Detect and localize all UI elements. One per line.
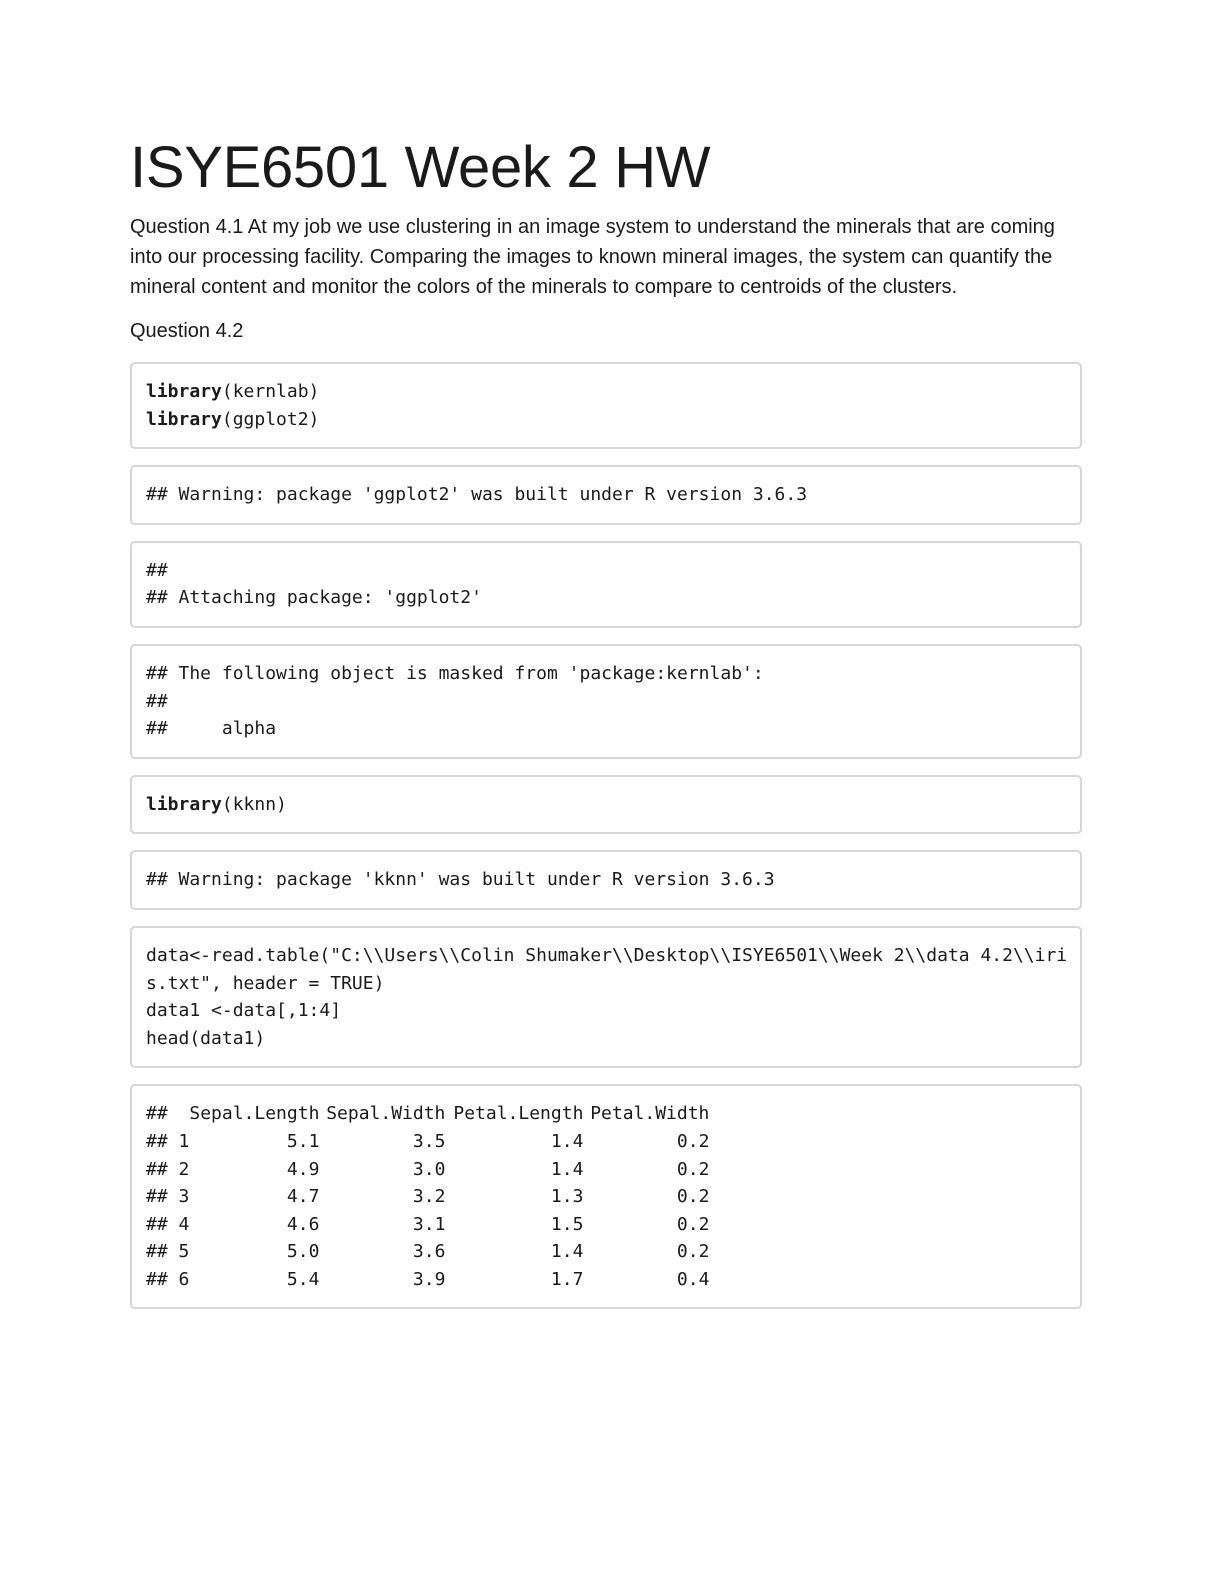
table-cell: 1.5 — [550, 1213, 584, 1235]
table-cell: 3.5 — [412, 1130, 446, 1152]
table-cell: 0.2 — [676, 1130, 710, 1152]
output-line: ## Attaching package: 'ggplot2' — [146, 587, 482, 609]
table-row — [146, 1266, 709, 1294]
code-keyword: library — [146, 793, 222, 815]
output-line: ## Warning: package 'kknn' was built under R version 3.6.3 — [146, 869, 775, 891]
table-cell: 1.4 — [550, 1130, 584, 1152]
output-line: ## alpha — [146, 718, 277, 740]
table-cell: 3.1 — [412, 1213, 446, 1235]
table-row — [146, 1238, 709, 1266]
column-header: Sepal.Width — [326, 1103, 446, 1125]
row-index: ## 4 — [146, 1213, 190, 1235]
table-cell: 3.2 — [412, 1186, 446, 1208]
code-line: data1 <-data[,1:4] — [146, 1000, 342, 1022]
table-cell: 5.0 — [286, 1241, 320, 1263]
output-block-kknn-warning — [130, 850, 1082, 910]
table-row — [146, 1211, 709, 1239]
column-header: Petal.Length — [453, 1103, 584, 1125]
output-line: ## — [146, 559, 168, 581]
output-line: ## The following object is masked from 'package:kernlab': — [146, 662, 764, 684]
table-cell: 1.3 — [550, 1186, 584, 1208]
table-cell: 5.4 — [286, 1268, 320, 1290]
table-cell: 1.7 — [550, 1268, 584, 1290]
table-cell: 4.7 — [286, 1186, 320, 1208]
code-keyword: library — [146, 381, 222, 402]
code-block-kknn — [130, 775, 1082, 835]
code-line — [146, 791, 1066, 819]
column-header: Sepal.Length — [189, 1103, 320, 1125]
table-cell: 0.2 — [676, 1241, 710, 1263]
row-index: ## 2 — [146, 1158, 190, 1180]
table-cell: 3.0 — [412, 1158, 446, 1180]
table-row — [146, 1183, 709, 1211]
output-block-attaching — [130, 541, 1082, 628]
code-block-libraries — [130, 362, 1082, 449]
table-cell: 0.2 — [676, 1158, 710, 1180]
table-row — [146, 1156, 709, 1184]
table-cell: 4.9 — [286, 1158, 320, 1180]
code-block-read-table — [130, 926, 1082, 1068]
document-page — [130, 0, 1082, 1309]
code-line — [146, 406, 1066, 434]
table-cell: 1.4 — [550, 1241, 584, 1263]
code-line: s.txt", header = TRUE) — [146, 972, 385, 994]
row-index: ## 6 — [146, 1268, 190, 1290]
code-text: (kknn) — [221, 793, 287, 815]
code-text: (kernlab) — [221, 381, 320, 402]
output-block-head-data — [130, 1084, 1082, 1309]
table-cell: 5.1 — [286, 1130, 320, 1152]
table-cell: 4.6 — [286, 1213, 320, 1235]
question-4-1-text: Question 4.1 At my job we use clustering in an image system to understand the minerals that are coming into our processing facility. Comparing the images to known mineral images, the system can quantify the mineral content and monitor the colors of the minerals to compare to centroids of the clusters. — [130, 216, 1055, 298]
table-cell: 1.4 — [550, 1158, 584, 1180]
table-cell: 3.6 — [412, 1241, 446, 1263]
output-line: ## — [146, 690, 168, 712]
table-cell: 0.2 — [676, 1186, 710, 1208]
column-header: Petal.Width — [590, 1103, 710, 1125]
code-text: (ggplot2) — [221, 408, 320, 430]
question-4-2-heading: Question 4.2 — [130, 320, 244, 342]
table-cell: 0.4 — [676, 1268, 710, 1290]
table-row — [146, 1128, 709, 1156]
row-index: ## 3 — [146, 1186, 190, 1208]
code-line — [146, 378, 1066, 406]
table-header-row — [146, 1100, 709, 1128]
table-cell: 0.2 — [676, 1213, 710, 1235]
output-block-masked — [130, 644, 1082, 759]
code-line: head(data1) — [146, 1027, 266, 1049]
row-prefix: ## — [146, 1103, 168, 1125]
output-block-ggplot2-warning — [130, 465, 1082, 525]
data-frame-output — [146, 1100, 709, 1293]
code-line: data<-read.table("C:\\Users\\Colin Shumaker\\Desktop\\ISYE6501\\Week 2\\data 4.2\\iri — [146, 944, 1068, 966]
code-keyword: library — [146, 408, 222, 430]
row-index: ## 5 — [146, 1241, 190, 1263]
output-line: ## Warning: package 'ggplot2' was built under R version 3.6.3 — [146, 484, 808, 506]
page-title: ISYE6501 Week 2 HW — [130, 135, 711, 200]
row-index: ## 1 — [146, 1130, 190, 1152]
table-cell: 3.9 — [412, 1268, 446, 1290]
